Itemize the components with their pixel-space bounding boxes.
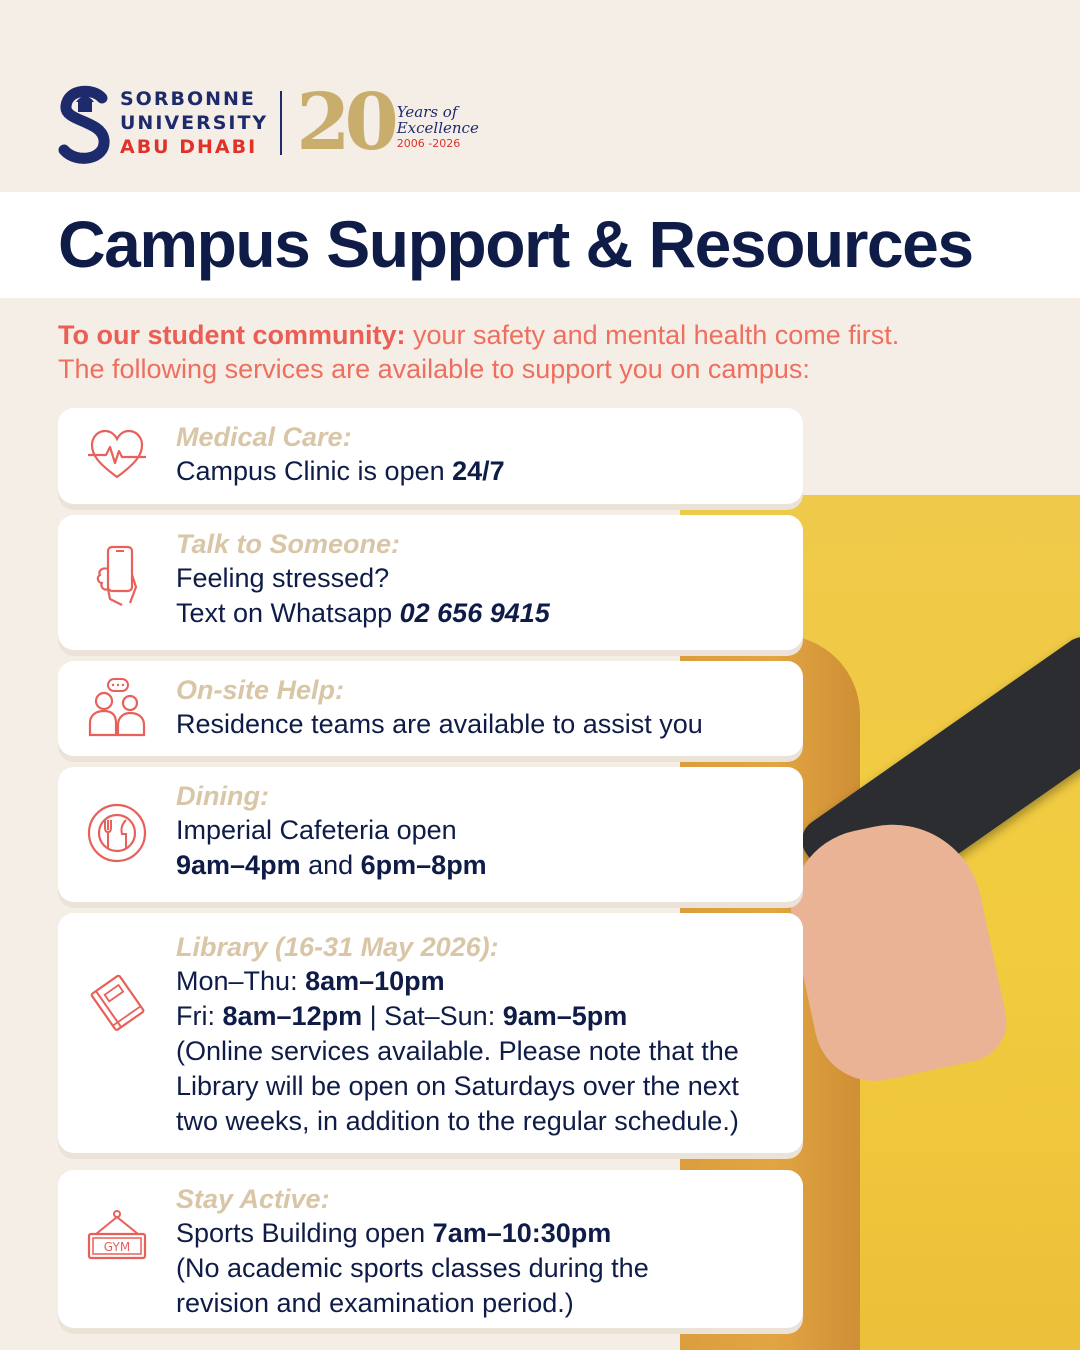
logo-divider — [280, 91, 282, 155]
years-line-2: Excellence — [396, 119, 479, 137]
card-line: (No academic sports classes during the — [176, 1253, 649, 1283]
logo-line-2: UNIVERSITY — [120, 112, 269, 134]
card-label: Library (16-31 May 2026): — [176, 932, 499, 962]
card-stay-active-body — [176, 1182, 783, 1321]
card-onsite-body — [176, 673, 783, 742]
gym-sign-text: GYM — [103, 1240, 131, 1254]
phone-hand-icon — [86, 545, 148, 607]
card-bold: 9am–5pm — [502, 1001, 628, 1031]
years-range: 2006 -2026 — [396, 137, 461, 150]
title-band — [0, 192, 1080, 298]
card-label: Dining: — [176, 781, 269, 811]
card-talk-to-someone — [58, 515, 803, 650]
intro-lead: To our student community: — [58, 320, 406, 350]
card-label: Talk to Someone: — [176, 529, 401, 559]
title-bold: Support & Resources — [326, 207, 973, 281]
card-library-body — [176, 930, 783, 1139]
card-library — [58, 913, 803, 1153]
card-dining-body — [176, 779, 783, 883]
whatsapp-number[interactable]: 02 656 9415 — [399, 598, 550, 628]
card-line: Residence teams are available to assist you — [176, 709, 703, 739]
card-dining — [58, 767, 803, 902]
card-talk-body — [176, 527, 783, 631]
card-label: On-site Help: — [176, 675, 345, 705]
card-line: two weeks, in addition to the regular schedule.) — [176, 1106, 739, 1136]
intro-rest: your safety and mental health come first. — [413, 320, 900, 350]
card-line — [176, 848, 783, 883]
card-bold: 24/7 — [452, 456, 505, 486]
card-bold: 7am–10:30pm — [432, 1218, 612, 1248]
card-bold: 8am–10pm — [305, 966, 445, 996]
card-line: (Online services available. Please note that the — [176, 1036, 739, 1066]
card-text: and — [300, 850, 361, 880]
card-text: Text on Whatsapp — [176, 598, 400, 628]
years-line-1: Years of — [396, 103, 458, 121]
people-chat-icon — [86, 677, 148, 739]
card-stay-active — [58, 1170, 803, 1328]
university-logo — [58, 77, 479, 168]
card-line — [176, 596, 783, 631]
anniversary-text — [397, 104, 479, 152]
card-line — [176, 1216, 783, 1251]
logo-line-3: ABU DHABI — [120, 136, 258, 158]
card-line — [176, 999, 783, 1034]
university-name — [120, 87, 268, 159]
card-text: Fri: — [176, 1001, 223, 1031]
gym-sign-icon — [86, 1208, 148, 1270]
card-text: Sports Building open — [176, 1218, 433, 1248]
sorbonne-s-logo-icon — [58, 82, 112, 164]
heart-pulse-icon — [86, 425, 148, 487]
card-bold: 9am–4pm — [176, 850, 301, 880]
card-on-site-help — [58, 661, 803, 756]
card-line — [176, 964, 783, 999]
card-text: Campus Clinic is open — [176, 456, 453, 486]
intro-line-2: The following services are available to support you on campus: — [58, 354, 810, 384]
page-title — [58, 208, 973, 280]
card-text: Mon–Thu: — [176, 966, 306, 996]
card-line — [176, 454, 783, 489]
card-medical-body — [176, 420, 783, 489]
card-bold: 8am–12pm — [222, 1001, 363, 1031]
intro-text — [58, 318, 1018, 386]
card-text: | Sat–Sun: — [362, 1001, 503, 1031]
title-light: Campus — [58, 207, 310, 281]
card-line: Feeling stressed? — [176, 563, 390, 593]
card-medical-care — [58, 408, 803, 504]
anniversary-number: 20 — [296, 77, 393, 168]
card-label: Medical Care: — [176, 422, 352, 452]
card-bold: 6pm–8pm — [360, 850, 487, 880]
card-line: Library will be open on Saturdays over the next — [176, 1071, 739, 1101]
logo-line-1: SORBONNE — [120, 88, 256, 110]
card-line: revision and examination period.) — [176, 1288, 574, 1318]
plate-cutlery-icon — [86, 802, 148, 864]
book-icon — [86, 971, 148, 1033]
card-label: Stay Active: — [176, 1184, 330, 1214]
card-line: Imperial Cafeteria open — [176, 815, 457, 845]
